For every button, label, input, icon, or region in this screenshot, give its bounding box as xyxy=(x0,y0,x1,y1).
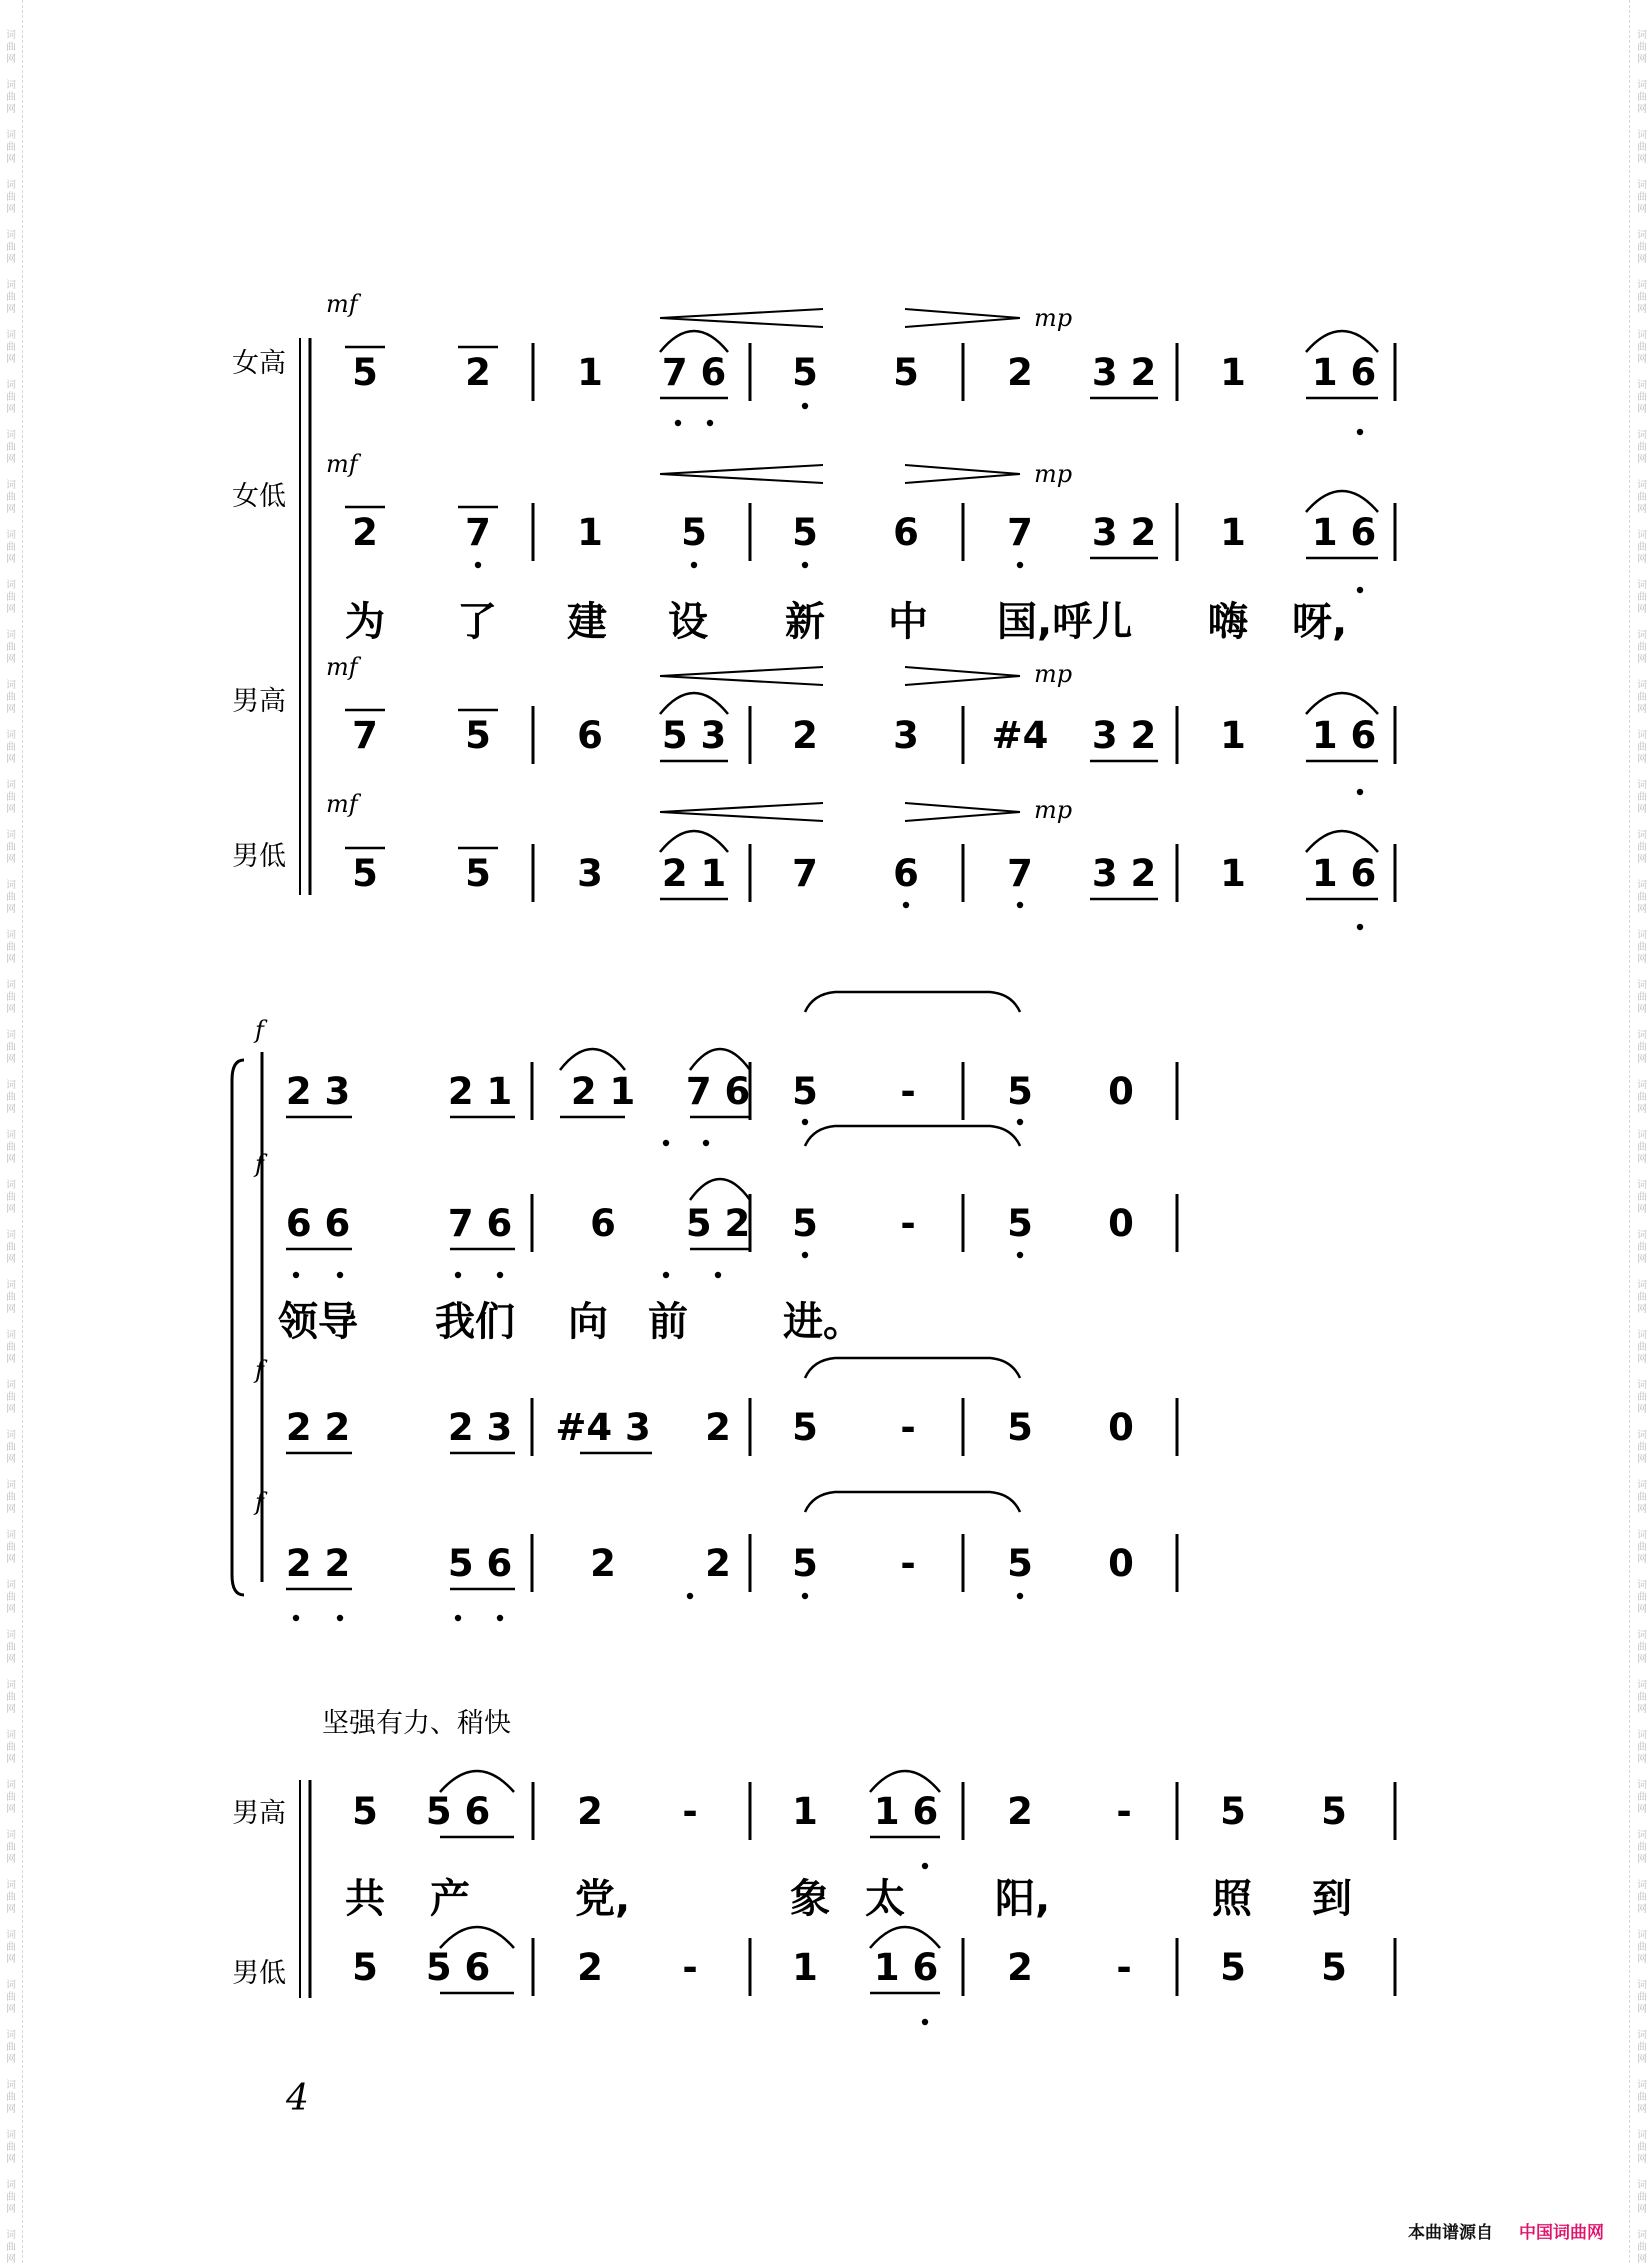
dynamic-f-4: f xyxy=(255,1488,264,1516)
watermark-mark: 词曲网 xyxy=(6,180,16,215)
watermark-mark: 词曲网 xyxy=(1637,530,1647,565)
soprano-high-cresc xyxy=(660,309,823,327)
watermark-mark: 词曲网 xyxy=(1637,2230,1647,2265)
tenor-low-note-9: 1 xyxy=(1220,852,1246,895)
tenor-low-cresc xyxy=(660,803,823,821)
lyric-word-6: 中 xyxy=(888,599,928,645)
part4-note-6: - xyxy=(900,1542,916,1585)
watermark-mark: 词曲网 xyxy=(6,1680,16,1715)
watermark-mark: 词曲网 xyxy=(1637,430,1647,465)
watermark-mark: 词曲网 xyxy=(6,1580,16,1615)
tenor-low-lowdot-3 xyxy=(1357,924,1363,930)
part1-note-3: 2 1 xyxy=(570,1070,636,1113)
tenor-low-note-4: 2 1 xyxy=(661,852,727,895)
watermark-mark: 词曲网 xyxy=(6,630,16,665)
dynamic-f-2: f xyxy=(255,1150,264,1178)
lyric-word-8: 嗨 xyxy=(1208,599,1248,645)
watermark-mark: 词曲网 xyxy=(1637,1480,1647,1515)
tenor-low-lowdot-1 xyxy=(903,902,909,908)
tenor-low-lowdot-2 xyxy=(1017,902,1023,908)
watermark-mark: 词曲网 xyxy=(6,1730,16,1765)
watermark-mark: 词曲网 xyxy=(6,430,16,465)
soprano-high-note-5: 5 xyxy=(792,351,818,394)
watermark-mark: 词曲网 xyxy=(6,1280,16,1315)
part3-note-5: 5 xyxy=(792,1406,818,1449)
lyric-word-5: 新 xyxy=(785,599,825,645)
soprano-low-lowdot-5 xyxy=(1017,562,1023,568)
lyric3-word-8: 到 xyxy=(1312,1876,1352,1922)
watermark-mark: 词曲网 xyxy=(6,1830,16,1865)
watermark-mark: 词曲网 xyxy=(6,1630,16,1665)
section3-tenor-low-note-3: 2 xyxy=(577,1946,603,1989)
soprano-high-note-8: 3 2 xyxy=(1091,351,1157,394)
part1-lowdot-1 xyxy=(663,1140,669,1146)
part3-tie xyxy=(805,1358,1020,1378)
tenor-low-slur-2 xyxy=(1306,831,1378,852)
watermark-mark: 词曲网 xyxy=(1637,780,1647,815)
lyric3-word-7: 照 xyxy=(1212,1876,1252,1922)
lyric2-word-5: 进。 xyxy=(783,1299,863,1345)
soprano-low-note-6: 6 xyxy=(893,511,919,554)
watermark-mark: 词曲网 xyxy=(1637,1430,1647,1465)
tenor-high-note-3: 6 xyxy=(577,714,603,757)
watermark-mark: 词曲网 xyxy=(6,2130,16,2165)
part2-lowdot-3 xyxy=(455,1272,461,1278)
soprano-high-lowdot-4 xyxy=(1357,429,1363,435)
lyric3-word-1: 共 xyxy=(345,1876,385,1922)
section3-tenor-high-note-10: 5 xyxy=(1321,1790,1347,1833)
part2-note-6: - xyxy=(900,1202,916,1245)
watermark-mark: 词曲网 xyxy=(1637,230,1647,265)
part3-note-3: #4 3 xyxy=(555,1406,651,1449)
footer-site-link[interactable]: 中国词曲网 xyxy=(1519,2223,1604,2243)
watermark-mark: 词曲网 xyxy=(1637,1330,1647,1365)
lyric3-word-3: 党, xyxy=(575,1876,631,1922)
lyric-word-1: 为 xyxy=(345,599,385,645)
soprano-low-note-3: 1 xyxy=(577,511,603,554)
section3-tenor-low-slur-2 xyxy=(870,1927,940,1948)
part1-lowdot-3 xyxy=(802,1119,808,1125)
watermark-mark: 词曲网 xyxy=(1637,1080,1647,1115)
watermark-mark: 词曲网 xyxy=(1637,130,1647,165)
soprano-low-note-1: 2 xyxy=(352,511,378,554)
dynamic-mp-2: mp xyxy=(1034,460,1073,488)
section3-tenor-high-slur-1 xyxy=(440,1771,514,1792)
watermark-mark: 词曲网 xyxy=(6,1780,16,1815)
dynamic-mp-4: mp xyxy=(1034,796,1073,824)
lyric2-word-1: 领导 xyxy=(278,1299,358,1345)
part2-lowdot-6 xyxy=(715,1272,721,1278)
part4-note-8: 0 xyxy=(1108,1542,1134,1585)
tenor-low-note-8: 3 2 xyxy=(1091,852,1157,895)
part4-note-1: 2 2 xyxy=(285,1542,351,1585)
lyric-word-9: 呀, xyxy=(1292,599,1348,645)
part2-note-8: 0 xyxy=(1108,1202,1134,1245)
soprano-low-note-7: 7 xyxy=(1007,511,1033,554)
soprano-high-note-4: 7 6 xyxy=(661,351,727,394)
part2-lowdot-4 xyxy=(497,1272,503,1278)
tenor-high-note-1: 7 xyxy=(352,714,378,757)
part1-slur-2 xyxy=(690,1049,750,1070)
footer-source xyxy=(1408,2218,1604,2243)
dynamic-mf-3: mf xyxy=(326,653,358,681)
dynamic-mp-3: mp xyxy=(1034,660,1073,688)
part1-lowdot-2 xyxy=(703,1140,709,1146)
watermark-mark: 词曲网 xyxy=(1637,2030,1647,2065)
watermark-mark: 词曲网 xyxy=(1637,1680,1647,1715)
watermark-mark: 词曲网 xyxy=(6,1030,16,1065)
soprano-high-note-10: 1 6 xyxy=(1311,351,1377,394)
part4-lowdot-6 xyxy=(802,1593,808,1599)
watermark-mark: 词曲网 xyxy=(6,1230,16,1265)
watermark-mark: 词曲网 xyxy=(6,680,16,715)
soprano-high-slur-1 xyxy=(660,331,728,352)
tenor-low-note-2: 5 xyxy=(465,852,491,895)
watermark-mark: 词曲网 xyxy=(1637,880,1647,915)
part4-note-7: 5 xyxy=(1007,1542,1033,1585)
tenor-high-note-5: 2 xyxy=(792,714,818,757)
section3-tenor-high-note-6: 1 6 xyxy=(873,1790,939,1833)
watermark-mark: 词曲网 xyxy=(1637,1380,1647,1415)
section3-tenor-low-note-2: 5 6 xyxy=(425,1946,491,1989)
part1-note-1: 2 3 xyxy=(285,1070,351,1113)
label-tenor-low-2: 男低 xyxy=(232,1958,286,1989)
watermark-mark: 词曲网 xyxy=(6,1530,16,1565)
tenor-high-note-10: 1 6 xyxy=(1311,714,1377,757)
lyric-word-3: 建 xyxy=(567,599,607,645)
watermark-mark: 词曲网 xyxy=(6,280,16,315)
watermark-mark: 词曲网 xyxy=(6,1880,16,1915)
section3-tenor-high-note-1: 5 xyxy=(352,1790,378,1833)
label-tenor-low: 男低 xyxy=(232,841,286,872)
part2-tie xyxy=(805,1126,1020,1146)
watermark-mark: 词曲网 xyxy=(1637,1580,1647,1615)
watermark-mark: 词曲网 xyxy=(6,30,16,65)
soprano-high-note-3: 1 xyxy=(577,351,603,394)
part2-note-7: 5 xyxy=(1007,1202,1033,1245)
tenor-high-lowdot-1 xyxy=(1357,789,1363,795)
section3-tenor-high-note-2: 5 6 xyxy=(425,1790,491,1833)
footer-source-text: 本曲谱源自 xyxy=(1408,2223,1493,2243)
watermark-mark: 词曲网 xyxy=(6,780,16,815)
dynamic-mp-1: mp xyxy=(1034,304,1073,332)
part3-note-7: 5 xyxy=(1007,1406,1033,1449)
section3-tenor-low-note-9: 5 xyxy=(1220,1946,1246,1989)
part2-note-5: 5 xyxy=(792,1202,818,1245)
watermark-mark: 词曲网 xyxy=(1637,1630,1647,1665)
watermark-mark: 词曲网 xyxy=(1637,730,1647,765)
watermark-mark: 词曲网 xyxy=(1637,1030,1647,1065)
watermark-mark: 词曲网 xyxy=(1637,1780,1647,1815)
lyric3-word-2: 产 xyxy=(430,1876,470,1922)
part4-lowdot-5 xyxy=(687,1593,693,1599)
part1-note-6: - xyxy=(900,1070,916,1113)
part4-note-5: 5 xyxy=(792,1542,818,1585)
part4-note-4: 2 xyxy=(705,1542,731,1585)
soprano-low-note-4: 5 xyxy=(681,511,707,554)
watermark-mark: 词曲网 xyxy=(1637,280,1647,315)
soprano-low-lowdot-1 xyxy=(475,562,481,568)
lyric3-word-6: 阳, xyxy=(995,1876,1051,1922)
section3-tenor-high-note-5: 1 xyxy=(792,1790,818,1833)
system2-brace xyxy=(232,1060,244,1595)
score-marks xyxy=(232,309,1395,2025)
part1-note-8: 0 xyxy=(1108,1070,1134,1113)
part1-note-4: 7 6 xyxy=(685,1070,751,1113)
tenor-high-note-6: 3 xyxy=(893,714,919,757)
soprano-high-lowdot-1 xyxy=(675,420,681,426)
watermark-mark: 词曲网 xyxy=(6,1330,16,1365)
watermark-mark: 词曲网 xyxy=(6,2030,16,2065)
part3-note-2: 2 3 xyxy=(447,1406,513,1449)
watermark-mark: 词曲网 xyxy=(1637,930,1647,965)
soprano-low-slur-1 xyxy=(1306,491,1378,512)
soprano-high-note-1: 5 xyxy=(352,351,378,394)
tempo-marking: 坚强有力、稍快 xyxy=(322,1708,511,1739)
watermark-mark: 词曲网 xyxy=(6,2180,16,2215)
part3-note-6: - xyxy=(900,1406,916,1449)
section3-tenor-low-note-1: 5 xyxy=(352,1946,378,1989)
watermark-mark: 词曲网 xyxy=(1637,1930,1647,1965)
watermark-mark: 词曲网 xyxy=(6,730,16,765)
label-soprano-low: 女低 xyxy=(232,481,286,512)
watermark-mark: 词曲网 xyxy=(1637,180,1647,215)
soprano-low-note-10: 1 6 xyxy=(1311,511,1377,554)
part3-note-1: 2 2 xyxy=(285,1406,351,1449)
part2-note-3: 6 xyxy=(590,1202,616,1245)
section3-tenor-high-note-9: 5 xyxy=(1220,1790,1246,1833)
watermark-mark: 词曲网 xyxy=(6,530,16,565)
soprano-low-lowdot-2 xyxy=(691,562,697,568)
part1-slur-1 xyxy=(560,1049,625,1070)
tenor-high-slur-1 xyxy=(660,693,728,714)
lyric2-word-4: 前 xyxy=(648,1299,688,1345)
watermark-mark: 词曲网 xyxy=(6,2080,16,2115)
dynamic-mf-2: mf xyxy=(326,450,358,478)
part2-lowdot-8 xyxy=(1017,1252,1023,1258)
part1-note-2: 2 1 xyxy=(447,1070,513,1113)
soprano-high-note-7: 2 xyxy=(1007,351,1033,394)
part2-note-4: 5 2 xyxy=(685,1202,751,1245)
watermark-mark: 词曲网 xyxy=(6,480,16,515)
watermark-mark: 词曲网 xyxy=(1637,980,1647,1015)
watermark-mark: 词曲网 xyxy=(6,880,16,915)
watermark-mark: 词曲网 xyxy=(6,1130,16,1165)
tenor-high-note-4: 5 3 xyxy=(661,714,727,757)
part4-lowdot-1 xyxy=(293,1615,299,1621)
watermark-mark: 词曲网 xyxy=(6,1080,16,1115)
tenor-low-decresc xyxy=(905,803,1020,821)
soprano-high-slur-2 xyxy=(1306,331,1378,352)
watermark-mark: 词曲网 xyxy=(1637,830,1647,865)
watermark-mark: 词曲网 xyxy=(6,2230,16,2265)
soprano-low-cresc xyxy=(660,465,823,483)
section3-tenor-high-note-4: - xyxy=(682,1790,698,1833)
tenor-high-note-9: 1 xyxy=(1220,714,1246,757)
lyric-word-4: 设 xyxy=(668,599,708,645)
soprano-low-lowdot-4 xyxy=(1357,587,1363,593)
label-soprano-high: 女高 xyxy=(232,348,286,379)
soprano-high-note-6: 5 xyxy=(893,351,919,394)
part2-lowdot-1 xyxy=(293,1272,299,1278)
watermark-mark: 词曲网 xyxy=(6,330,16,365)
watermark-mark: 词曲网 xyxy=(1637,1130,1647,1165)
watermark-mark: 词曲网 xyxy=(1637,1530,1647,1565)
soprano-high-lowdot-3 xyxy=(802,403,808,409)
part4-lowdot-4 xyxy=(497,1615,503,1621)
lyric2-word-2: 我们 xyxy=(435,1299,515,1345)
lyric-word-7: 国,呼儿 xyxy=(997,599,1133,645)
watermark-mark: 词曲网 xyxy=(1637,1730,1647,1765)
page-number: 4 xyxy=(286,2078,309,2119)
lyric3-word-5: 太 xyxy=(865,1876,905,1922)
section3-tenor-high-slur-2 xyxy=(870,1771,940,1792)
watermark-mark: 词曲网 xyxy=(1637,1230,1647,1265)
tenor-low-note-1: 5 xyxy=(352,852,378,895)
soprano-high-note-9: 1 xyxy=(1220,351,1246,394)
watermark-mark: 词曲网 xyxy=(6,380,16,415)
watermark-mark: 词曲网 xyxy=(1637,580,1647,615)
part4-lowdot-7 xyxy=(1017,1593,1023,1599)
watermark-mark: 词曲网 xyxy=(6,1430,16,1465)
section3-tenor-low-note-6: 1 6 xyxy=(873,1946,939,1989)
dynamic-mf-4: mf xyxy=(326,790,358,818)
tenor-high-decresc xyxy=(905,667,1020,685)
tenor-high-note-8: 3 2 xyxy=(1091,714,1157,757)
label-tenor-high: 男高 xyxy=(232,686,286,717)
part2-lowdot-7 xyxy=(802,1252,808,1258)
part3-note-4: 2 xyxy=(705,1406,731,1449)
tenor-low-note-7: 7 xyxy=(1007,852,1033,895)
watermark-mark: 词曲网 xyxy=(6,1980,16,2015)
section3-tenor-low-slur-1 xyxy=(440,1927,514,1948)
soprano-low-decresc xyxy=(905,465,1020,483)
part2-lowdot-5 xyxy=(663,1272,669,1278)
watermark-mark: 词曲网 xyxy=(1637,1830,1647,1865)
watermark-mark: 词曲网 xyxy=(6,1180,16,1215)
part1-note-5: 5 xyxy=(792,1070,818,1113)
label-tenor-high-2: 男高 xyxy=(232,1798,286,1829)
watermark-mark: 词曲网 xyxy=(1637,330,1647,365)
part1-lowdot-4 xyxy=(1017,1119,1023,1125)
tenor-low-note-3: 3 xyxy=(577,852,603,895)
watermark-mark: 词曲网 xyxy=(1637,630,1647,665)
watermark-mark: 词曲网 xyxy=(6,130,16,165)
section3-tenor-low-note-10: 5 xyxy=(1321,1946,1347,1989)
dynamic-f-3: f xyxy=(255,1356,264,1384)
lyric3-word-4: 象 xyxy=(790,1876,830,1922)
part2-slur-1 xyxy=(690,1179,750,1200)
watermark-mark: 词曲网 xyxy=(6,80,16,115)
part2-note-2: 7 6 xyxy=(447,1202,513,1245)
watermark-mark: 词曲网 xyxy=(1637,1180,1647,1215)
watermark-mark: 词曲网 xyxy=(6,1480,16,1515)
watermark-mark: 词曲网 xyxy=(1637,1280,1647,1315)
watermark-mark: 词曲网 xyxy=(1637,1980,1647,2015)
watermark-mark: 词曲网 xyxy=(1637,1880,1647,1915)
section3-tenor-low-note-5: 1 xyxy=(792,1946,818,1989)
watermark-mark: 词曲网 xyxy=(1637,2080,1647,2115)
watermark-mark: 词曲网 xyxy=(6,1930,16,1965)
watermark-mark: 词曲网 xyxy=(1637,2130,1647,2165)
soprano-low-note-5: 5 xyxy=(792,511,818,554)
section3-tenor-low-note-8: - xyxy=(1116,1946,1132,1989)
soprano-low-note-2: 7 xyxy=(465,511,491,554)
section3-tenor-low-note-7: 2 xyxy=(1007,1946,1033,1989)
tenor-high-cresc xyxy=(660,667,823,685)
watermark-mark: 词曲网 xyxy=(1637,380,1647,415)
section3-tenor-high-note-8: - xyxy=(1116,1790,1132,1833)
lyric2-word-3: 向 xyxy=(568,1299,608,1345)
tenor-high-note-7: #4 xyxy=(991,714,1049,757)
watermark-mark: 词曲网 xyxy=(1637,680,1647,715)
soprano-low-lowdot-3 xyxy=(802,562,808,568)
soprano-low-note-8: 3 2 xyxy=(1091,511,1157,554)
part3-note-8: 0 xyxy=(1108,1406,1134,1449)
tenor-low-note-5: 7 xyxy=(792,852,818,895)
watermark-mark: 词曲网 xyxy=(6,580,16,615)
part4-lowdot-3 xyxy=(455,1615,461,1621)
part2-lowdot-2 xyxy=(337,1272,343,1278)
soprano-low-note-9: 1 xyxy=(1220,511,1246,554)
part4-note-2: 5 6 xyxy=(447,1542,513,1585)
watermark-mark: 词曲网 xyxy=(6,230,16,265)
section3-tenor-high-lowdot-1 xyxy=(922,1863,928,1869)
watermark-mark: 词曲网 xyxy=(6,830,16,865)
watermark-mark: 词曲网 xyxy=(1637,30,1647,65)
section3-tenor-low-note-4: - xyxy=(682,1946,698,1989)
watermark-mark: 词曲网 xyxy=(1637,80,1647,115)
lyric-word-2: 了 xyxy=(457,599,497,645)
soprano-high-decresc xyxy=(905,309,1020,327)
part4-tie xyxy=(805,1492,1020,1512)
part4-note-3: 2 xyxy=(590,1542,616,1585)
dynamic-mf-1: mf xyxy=(326,290,358,318)
watermark-mark: 词曲网 xyxy=(6,980,16,1015)
soprano-high-note-2: 2 xyxy=(465,351,491,394)
tenor-low-slur-1 xyxy=(660,831,728,852)
section3-tenor-low-lowdot-1 xyxy=(922,2019,928,2025)
part2-note-1: 6 6 xyxy=(285,1202,351,1245)
part1-tie xyxy=(805,992,1020,1012)
tenor-high-slur-2 xyxy=(1306,693,1378,714)
dynamic-f-1: f xyxy=(255,1016,264,1044)
section3-tenor-high-note-3: 2 xyxy=(577,1790,603,1833)
tenor-low-note-6: 6 xyxy=(893,852,919,895)
watermark-mark: 词曲网 xyxy=(1637,2180,1647,2215)
watermark-mark: 词曲网 xyxy=(6,1380,16,1415)
watermark-mark: 词曲网 xyxy=(6,930,16,965)
part1-note-7: 5 xyxy=(1007,1070,1033,1113)
soprano-high-lowdot-2 xyxy=(707,420,713,426)
tenor-low-note-10: 1 6 xyxy=(1311,852,1377,895)
watermark-mark: 词曲网 xyxy=(1637,480,1647,515)
section3-tenor-high-note-7: 2 xyxy=(1007,1790,1033,1833)
part4-lowdot-2 xyxy=(337,1615,343,1621)
tenor-high-note-2: 5 xyxy=(465,714,491,757)
